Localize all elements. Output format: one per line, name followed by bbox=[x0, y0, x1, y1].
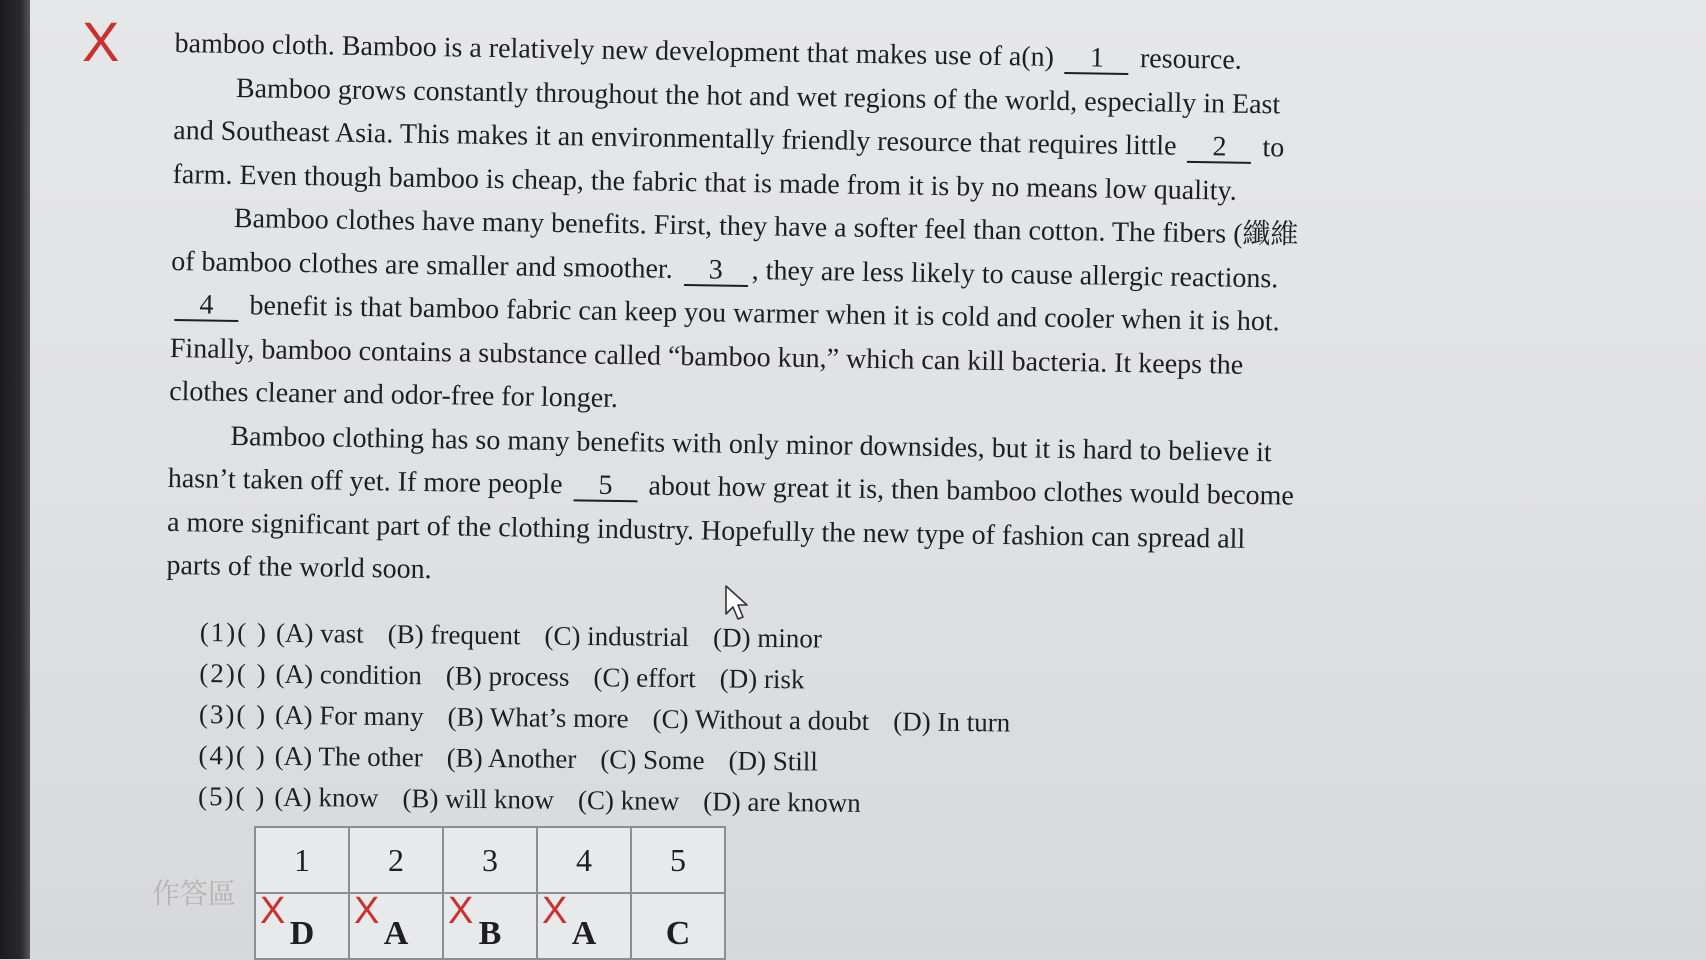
question-option: (B) will know bbox=[402, 783, 555, 815]
question-list bbox=[198, 612, 1035, 826]
passage-text: parts of the world soon. bbox=[166, 549, 432, 586]
passage-text: of bamboo clothes are smaller and smoother. bbox=[171, 245, 680, 285]
question-number[interactable]: (2)( ) bbox=[199, 657, 268, 689]
question-option: (D) Still bbox=[728, 745, 819, 777]
question-option: (B) process bbox=[445, 660, 570, 692]
question-option: (D) risk bbox=[719, 663, 805, 695]
passage-text: a more significant part of the clothing industry. Hopefully the new type of fashion can spread all bbox=[166, 506, 1246, 555]
passage-text: hasn’t taken off yet. If more people bbox=[167, 462, 570, 501]
answer-value: D bbox=[289, 915, 315, 952]
question-option: (A) The other bbox=[274, 740, 423, 773]
question-option: (A) condition bbox=[275, 658, 422, 691]
answer-table bbox=[254, 826, 726, 960]
wrong-answer-mark: X bbox=[260, 890, 286, 932]
answer-number-cell: 5 bbox=[631, 827, 725, 893]
question-option: (C) Some bbox=[600, 744, 705, 776]
blank-1: 1 bbox=[1065, 44, 1129, 75]
question-option: (A) For many bbox=[274, 699, 424, 732]
passage-text: resource. bbox=[1132, 43, 1243, 76]
question-number[interactable]: (1)( ) bbox=[199, 616, 269, 648]
answer-number-cell: 2 bbox=[349, 827, 443, 893]
question-row bbox=[198, 776, 1034, 826]
answer-cell[interactable] bbox=[537, 890, 631, 959]
wrong-mark-icon: X bbox=[82, 10, 120, 73]
answer-zone-label: 作答區 bbox=[152, 877, 237, 910]
answer-number-cell: 1 bbox=[255, 827, 349, 893]
passage-text: and Southeast Asia. This makes it an environmentally friendly resource that requires little bbox=[173, 114, 1184, 162]
question-option: (B) Another bbox=[446, 742, 577, 774]
passage-text: Bamboo clothes have many benefits. First, they have a softer feel than cotton. The fibers (纖維 bbox=[233, 202, 1299, 251]
passage-text: clothes cleaner and odor-free for longer. bbox=[168, 375, 619, 415]
question-number[interactable]: (4)( ) bbox=[198, 739, 267, 771]
passage-text: Bamboo grows constantly throughout the hot and wet regions of the world, especially in East bbox=[235, 72, 1281, 120]
answer-number-cell: 3 bbox=[443, 827, 537, 893]
question-option: (B) What’s more bbox=[447, 701, 629, 734]
monitor-bezel bbox=[0, 0, 30, 959]
passage-text: Finally, bamboo contains a substance called “bamboo kun,” which can kill bacteria. It keeps the bbox=[169, 332, 1244, 381]
reading-passage bbox=[166, 22, 1405, 607]
blank-4: 4 bbox=[174, 291, 238, 322]
question-option: (A) know bbox=[274, 781, 379, 813]
question-option: (A) vast bbox=[275, 617, 364, 649]
question-option: (C) knew bbox=[577, 784, 680, 817]
answer-cell[interactable] bbox=[255, 890, 349, 959]
blank-2: 2 bbox=[1187, 133, 1251, 164]
answer-value: A bbox=[383, 915, 409, 952]
passage-text: , they are less likely to cause allergic reactions. bbox=[751, 254, 1279, 294]
answer-cell[interactable] bbox=[443, 890, 537, 959]
question-option: (B) frequent bbox=[387, 618, 521, 651]
question-number[interactable]: (5)( ) bbox=[197, 780, 267, 812]
mouse-cursor-icon bbox=[724, 584, 750, 622]
question-option: (C) Without a doubt bbox=[652, 703, 870, 737]
passage-text: benefit is that bamboo fabric can keep you warmer when it is cold and cooler when it is hot. bbox=[242, 290, 1280, 338]
answer-value: A bbox=[571, 915, 597, 952]
passage-text: farm. Even though bamboo is cheap, the fabric that is made from it is by no means low quality. bbox=[172, 158, 1237, 207]
answer-number-cell: 4 bbox=[537, 827, 631, 893]
passage-text: about how great it is, then bamboo clothes would become bbox=[641, 470, 1295, 512]
question-option: (C) industrial bbox=[544, 620, 690, 653]
question-option: (D) In turn bbox=[893, 706, 1011, 738]
question-number[interactable]: (3)( ) bbox=[198, 698, 268, 730]
passage-text: bamboo cloth. Bamboo is a relatively new development that makes use of a(n) bbox=[174, 27, 1062, 73]
answer-value-row bbox=[255, 893, 725, 959]
passage-text: Bamboo clothing has so many benefits with only minor downsides, but it is hard to believe it bbox=[230, 420, 1272, 468]
answer-cell[interactable] bbox=[631, 893, 725, 959]
blank-5: 5 bbox=[573, 471, 637, 502]
wrong-answer-mark: X bbox=[542, 890, 568, 932]
answer-value: C bbox=[665, 915, 691, 952]
answer-cell[interactable] bbox=[349, 890, 443, 959]
question-option: (D) minor bbox=[712, 622, 823, 654]
passage-text: to bbox=[1255, 131, 1285, 164]
question-option: (C) effort bbox=[593, 662, 696, 694]
blank-3: 3 bbox=[683, 256, 747, 287]
question-option: (D) are known bbox=[703, 786, 861, 818]
answer-value: B bbox=[478, 915, 502, 952]
answer-number-row bbox=[255, 827, 725, 893]
wrong-answer-mark: X bbox=[354, 890, 380, 932]
wrong-answer-mark: X bbox=[448, 890, 474, 932]
